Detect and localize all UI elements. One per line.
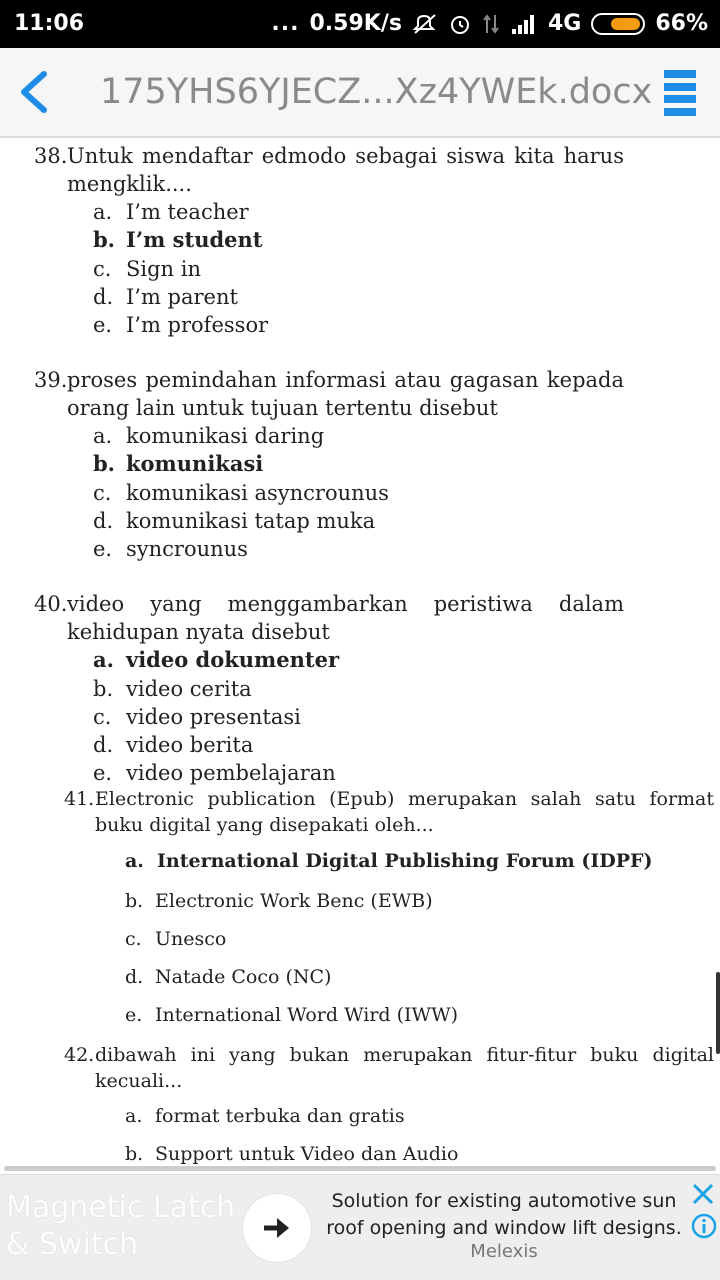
option: c. Unesco — [125, 928, 227, 950]
menu-button[interactable] — [664, 70, 696, 116]
status-time: 11:06 — [14, 11, 85, 36]
document-title: 175YHS6YJECZ...Xz4YWEk.docx — [100, 72, 653, 112]
option: a. format terbuka dan gratis — [125, 1105, 405, 1127]
option: c. komunikasi asyncrounus — [93, 481, 389, 505]
option: d. video berita — [93, 733, 254, 757]
option: d. I’m parent — [93, 285, 238, 309]
option: c. video presentasi — [93, 705, 301, 729]
status-icons — [271, 11, 708, 36]
question-number: 38. — [34, 144, 68, 168]
data-transfer-icon — [482, 13, 500, 35]
app-bar — [0, 48, 720, 138]
battery-percent: 66% — [655, 11, 708, 36]
question-42 — [64, 1042, 714, 1094]
ad-advertiser: Melexis — [470, 1241, 538, 1262]
option: b. Support untuk Video dan Audio — [125, 1143, 459, 1165]
question-number: 40. — [34, 592, 68, 616]
question-41 — [64, 786, 714, 838]
status-dots: ... — [271, 11, 300, 36]
arrow-right-icon — [262, 1215, 292, 1241]
ad-headline: Magnetic Latch & Switch — [6, 1190, 236, 1262]
signal-icon — [510, 13, 538, 35]
option-answer: a. video dokumenter — [93, 647, 340, 672]
question-stem: dibawah ini yang bukan merupakan fitur-fitur buku digital kecuali... — [95, 1044, 714, 1092]
info-icon — [691, 1213, 717, 1239]
ad-close-button[interactable] — [690, 1181, 716, 1207]
menu-icon — [664, 70, 696, 78]
option: a. komunikasi daring — [93, 424, 325, 448]
option-answer: a. International Digital Publishing Forum (IDPF) — [125, 850, 653, 872]
question-stem: Electronic publication (Epub) merupakan salah satu format buku digital yang disepakati oleh... — [95, 788, 714, 836]
question-number: 39. — [34, 368, 68, 392]
question-39 — [34, 366, 624, 422]
question-stem: Untuk mendaftar edmodo sebagai siswa kita harus mengklik.... — [67, 144, 624, 196]
question-40 — [34, 590, 624, 646]
battery-icon — [591, 13, 645, 35]
mute-icon — [412, 13, 438, 35]
battery-level — [611, 18, 640, 30]
question-stem: proses pemindahan informasi atau gagasan kepada orang lain untuk tujuan tertentu disebut — [67, 368, 624, 420]
option: e. I’m professor — [93, 313, 269, 337]
alarm-icon — [448, 12, 472, 36]
option: e. International Word Wird (IWW) — [125, 1004, 459, 1026]
ad-banner[interactable] — [0, 1174, 720, 1280]
ad-info-button[interactable] — [691, 1213, 717, 1239]
option-answer: b. komunikasi — [93, 451, 264, 476]
ad-open-button[interactable] — [242, 1193, 312, 1263]
option: c. Sign in — [93, 257, 201, 281]
close-icon — [690, 1181, 716, 1207]
option: d. Natade Coco (NC) — [125, 966, 332, 988]
question-38 — [34, 142, 624, 198]
option: d. komunikasi tatap muka — [93, 509, 376, 533]
ad-body: Solution for existing automotive sun roof opening and window lift designs. — [326, 1190, 682, 1239]
option-answer: b. I’m student — [93, 227, 263, 252]
question-stem: video yang menggambarkan peristiwa dalam kehidupan nyata disebut — [67, 592, 624, 644]
document-view[interactable] — [0, 140, 720, 1170]
network-type: 4G — [547, 11, 582, 36]
option: e. syncrounus — [93, 537, 248, 561]
status-bar — [0, 0, 720, 48]
vertical-scrollbar[interactable] — [716, 972, 720, 1054]
option: b. Electronic Work Benc (EWB) — [125, 890, 433, 912]
back-button[interactable] — [14, 68, 54, 116]
option: a. I’m teacher — [93, 200, 249, 224]
back-arrow-icon — [14, 68, 54, 116]
option: e. video pembelajaran — [93, 761, 336, 785]
question-number: 41. — [64, 788, 95, 810]
option: b. video cerita — [93, 677, 252, 701]
question-number: 42. — [64, 1044, 95, 1066]
horizontal-scrollbar[interactable] — [4, 1166, 716, 1171]
net-speed: 0.59K/s — [309, 11, 402, 36]
